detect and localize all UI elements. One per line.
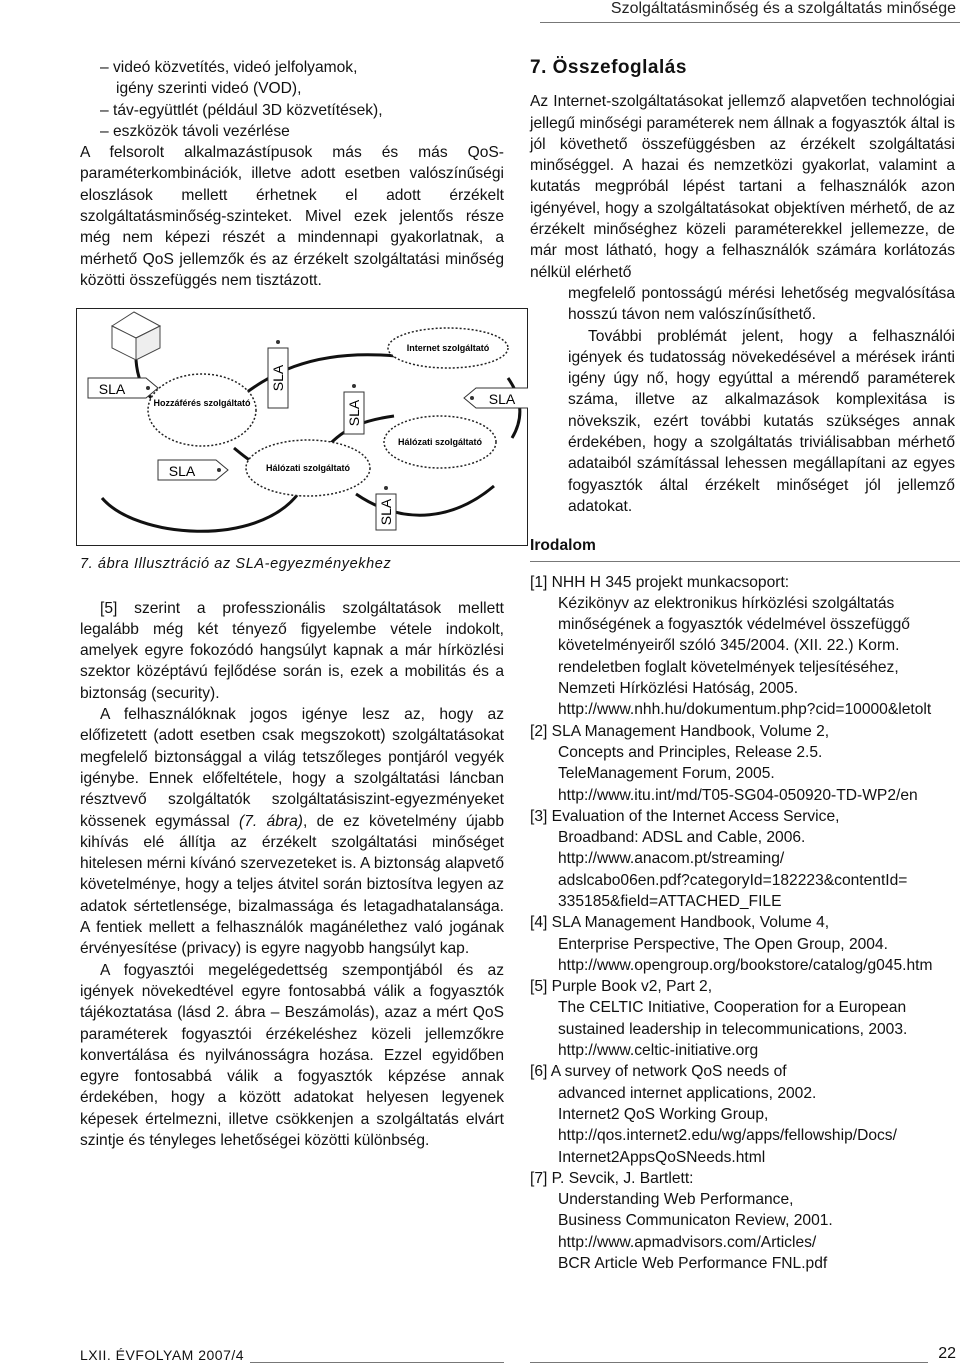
reference-url[interactable]: http://www.itu.int/md/T05-SG04-050920-TD-WP2/en [558,786,918,804]
references-list [530,572,955,1275]
sla-tag [376,486,396,530]
list-item: – táv-együttlét (például 3D közvetítések), [100,101,383,119]
sla-tag [464,388,528,408]
reference-url[interactable]: http://www.opengroup.org/bookstore/catalog/g045.htm [558,956,933,974]
reference-line: advanced internet applications, 2002. [558,1084,817,1102]
sla-tag [158,460,228,480]
reference-item [530,912,955,976]
cloud-network-provider [246,440,370,496]
reference-line: Broadband: ADSL and Cable, 2006. [558,829,806,847]
summary-paragraph: megfelelő pontosságú mérési lehetőség megvalósítása hosszú távon nem valószínűsíthető. [568,284,955,324]
paragraph-text: A felhasználóknak jogos igénye lesz az, hogy az előfizetett (adott esetben csak megszokott) szolgáltatásokat megfelelő biztonsággal a világ tetszőleges pontjáról vegyék igénybe. Ennek előfeltétele, hogy a szolgáltatási láncban résztvevő szolgáltatók szolgáltatásiszint-egyezményeket kössenek egymással [80,706,504,830]
reference-line: Understanding Web Performance, [558,1191,794,1209]
reference-item [530,1061,955,1167]
paragraph: [5] szerint a professzionális szolgáltatások mellett legalább még két tényező figyelembe vétele indokolt, amelyek egyre fokozódó hangsúlyt kapnak a már hírközlési szektor középtávú fejlődése során is, ezek a mobilitás és a biztonság (security). [80,599,504,702]
reference-url[interactable]: http://www.apmadvisors.com/Articles/ [558,1233,817,1251]
sla-tag [88,378,158,398]
sla-tag-label: SLA [98,381,126,398]
sla-diagram [76,308,528,546]
right-column [530,57,955,1274]
paragraph: A fogyasztói megelégedettség szempontjából és az igények növekedtével egyre fontosabbá válik a fogyasztók tájékoztatása (lásd 2. ábra – Beszámolás), azaz a mért QoS paraméterek fogyasztói érzékeléshez közeli jellemzőkre konvertálása és nyilvánosságra hozása. Ezzel egyidőben egyre fontosabbá válik a fogyasztók képzése annak érdekében, hogy a között adatokat helyesen legyenek képesek értelmezni, illetve csökkenjen a szolgáltatás elvárt szintje és tényleges lehetőségei közötti különbség. [80,961,504,1149]
sla-tag-label: SLA [346,400,362,427]
reference-url[interactable]: http://qos.internet2.edu/wg/apps/fellowship/Docs/ [558,1127,897,1145]
header-rule [540,22,960,23]
section-heading: 7. Összefoglalás [530,57,687,78]
references-heading: Irodalom [530,537,596,555]
cloud-network-provider [384,416,496,468]
reference-line: [6] A survey of network QoS needs of [530,1063,787,1081]
sla-tag-label: SLA [378,499,394,526]
reference-url[interactable]: http://www.anacom.pt/streaming/ [558,850,785,868]
reference-line: követelményeiről szóló 345/2004. (XII. 22.) Korm. [558,637,900,655]
figure-caption: 7. ábra Illusztráció az SLA-egyezményekhez [80,556,392,573]
reference-line: Nemzeti Hírközlési Hatóság, 2005. [558,680,799,698]
cloud-access-provider [148,374,256,446]
footer-journal: LXII. ÉVFOLYAM 2007/4 [80,1347,245,1363]
reference-line: Kézikönyv az elektronikus hírközlési szolgáltatás [558,594,895,612]
reference-line: minőségének a fogyasztók védelmével összefüggő [558,616,910,634]
running-header [540,0,960,20]
page-number: 22 [938,1345,956,1362]
reference-line: Concepts and Principles, Release 2.5. [558,743,823,761]
reference-url[interactable]: Internet2AppsQoSNeeds.html [558,1148,766,1166]
sla-tag-label: SLA [168,463,196,480]
reference-line: [7] P. Sevcik, J. Bartlett: [530,1169,694,1187]
reference-item [530,806,955,912]
reference-line: [3] Evaluation of the Internet Access Service, [530,807,840,825]
reference-url[interactable]: BCR Article Web Performance FNL.pdf [558,1255,828,1273]
left-column [80,57,516,1151]
reference-url[interactable]: http://www.nhh.hu/dokumentum.php?cid=10000&letolt [558,701,932,719]
list-item: igény szerinti videó (VOD), [116,80,302,98]
paragraph-text: , de ez követelmény újabb kihívás elé állítja az érzékelt szolgáltatási minőséget hitelesen mérni kívánó szervezeteket is. A biztonság alapvető követelménye, hogy a teljes átvitel során biztosítva legyen az adatok sértetlensége, bizalmassága és letagadhatalansága. A fentiek mellett a felhasználók magánélethez való jogának érvényesítése (privacy) is egyre nagyobb hangsúlyt kap. [80,812,505,958]
figure-sla-diagram [76,308,528,546]
reference-item [530,721,955,806]
cloud-label: Hálózati szolgáltató [265,463,351,474]
reference-line: The CELTIC Initiative, Cooperation for a European [558,999,907,1017]
summary-continuation [568,283,955,517]
sla-tag-label: SLA [270,365,286,392]
reference-item [530,1168,955,1274]
sla-tag-label: SLA [488,391,516,408]
reference-item [530,572,955,721]
running-header-title: Szolgáltatásminőség és a szolgáltatás minősége [610,0,956,17]
list-item: – videó közvetítés, videó jelfolyamok, [100,59,358,76]
reference-line: TeleManagement Forum, 2005. [558,765,775,783]
list-item: – eszközök távoli vezérlése [100,122,290,140]
reference-line: [5] Purple Book v2, Part 2, [530,978,713,996]
sla-tag [268,340,288,408]
paragraph [80,704,504,960]
reference-line: [4] SLA Management Handbook, Volume 4, [530,914,830,932]
house-icon [112,312,160,360]
cloud-label: Hozzáférés szolgáltató [153,398,251,409]
sla-tag [344,384,364,434]
paragraph: A felsorolt alkalmazástípusok más és más QoS-paraméterkombinációk, illetve adott esetben valószínűségi eloszlások mellett érhetnek el adott érzékelt szolgáltatásminőség-szinteket. Mivel ezek jelentős része még nem képezi részét a mindennapi gyakorlatnak, a mérhető QoS jellemzők és az érzékelt szolgáltatási minőség közötti összefüggés nem tisztázott. [80,144,504,289]
application-list [80,57,504,142]
cloud-label: Hálózati szolgáltató [397,437,483,448]
reference-line: Internet2 QoS Working Group, [558,1105,769,1123]
reference-line: rendeletben foglalt követelmények teljesítéséhez, [558,658,899,676]
cloud-internet-provider [388,328,508,368]
figure-reference: (7. ábra) [239,812,303,830]
cloud-label: Internet szolgáltató [406,343,490,354]
summary-paragraph: Az Internet-szolgáltatásokat jellemző alapvetően technológiai jellegű minőségi paraméterek nem állnak a fogyasztók által is jól követhető összefüggésben az érzékelt szolgáltatási minőséggel. A hazai és nemzetközi gyakorlat, valamint a kutatás megpróbál lépést tartani a felhasználók azon igényével, hogy a szolgáltatásokat objektíven mérhető, de az érzékelt minőséghez közeli paraméterekkel jellemezze, de már most látható, hogy a felhasználók számára korlátozás nélkül elérhető [530,93,955,281]
references-rule [530,561,960,562]
reference-line: Business Communicaton Review, 2001. [558,1212,833,1230]
reference-line: Enterprise Perspective, The Open Group, 2004. [558,935,888,953]
reference-item [530,976,955,1061]
summary-paragraph: További problémát jelent, hogy a felhasználói igények és tudatosság növekedésével a mérések iránti igény úgy nő, hogy egyúttal a mérendő paraméterek száma, illetve az alkalmazások komplexitása is növekszik, ezért további kutatás szükséges annak érdekében, hogy a szolgáltatás triviálisabban mérhető adataiból számítással lehessen megállapítani az egyes fogyasztók által érzékelt minőséget jól jellemző adatokat. [568,327,955,515]
reference-url[interactable]: adslcabo06en.pdf?categoryId=182223&contentId= [558,871,908,889]
reference-line: [2] SLA Management Handbook, Volume 2, [530,722,830,740]
reference-line: sustained leadership in telecommunications, 2003. [558,1020,908,1038]
reference-url[interactable]: 335185&field=ATTACHED_FILE [558,892,782,910]
reference-line: [1] NHH H 345 projekt munkacsoport: [530,573,790,591]
reference-url[interactable]: http://www.celtic-initiative.org [558,1042,759,1060]
